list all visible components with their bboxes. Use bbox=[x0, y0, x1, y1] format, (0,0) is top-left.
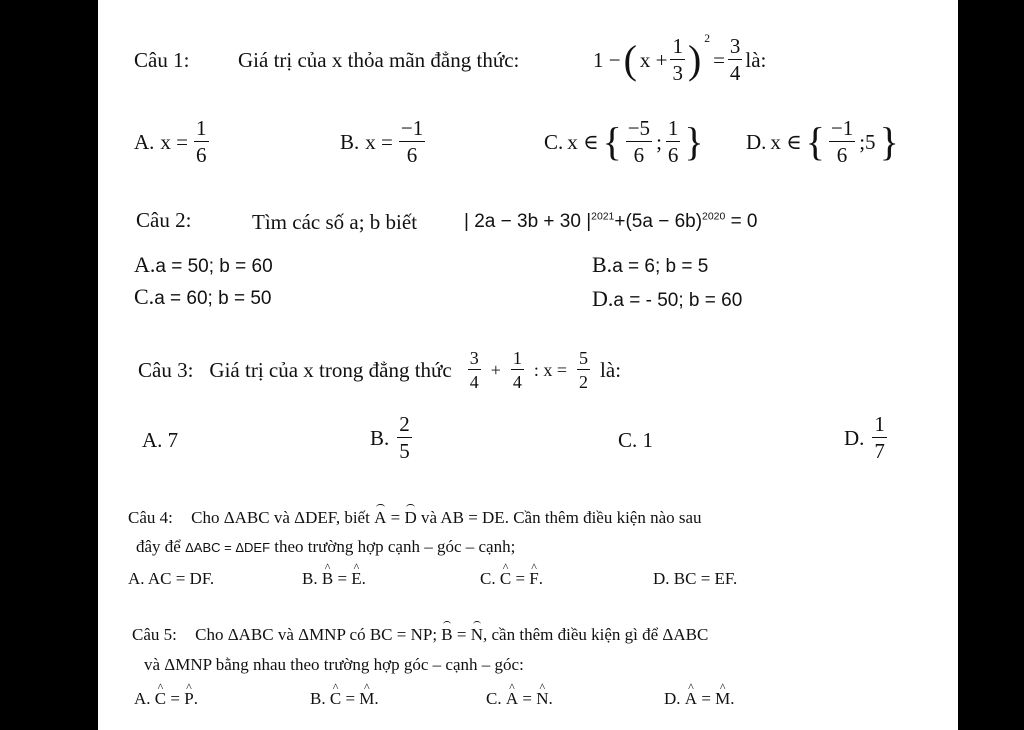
q4-line-2: đây để ΔABC = ΔDEF theo trường hợp cạnh – góc – cạnh; bbox=[136, 537, 516, 556]
q2-option-c: C.a = 60; b = 50 bbox=[134, 284, 272, 309]
q5-option-b: B. ^ C = ^ M. bbox=[310, 690, 379, 707]
q1-close-paren: ) bbox=[687, 37, 702, 83]
q1-stem: Giá trị của x thỏa mãn đẳng thức: bbox=[238, 48, 520, 72]
q2-option-d: D.a = - 50; b = 60 bbox=[592, 286, 743, 311]
q4-label: Câu 4: bbox=[128, 508, 173, 527]
q1-frac-1-3: $\frac{1}{3}$ bbox=[672, 34, 683, 85]
q3-option-d: D. $\frac{1}{7}$ bbox=[844, 412, 885, 463]
q4-option-c: C. ^ C = ^ F. bbox=[480, 570, 543, 587]
q4-line-1: Câu 4: Cho ΔABC và ΔDEF, biết A = D và AB = DE. Cần thêm điều kiện nào sau bbox=[128, 508, 702, 527]
q5-option-c: C. ^ A = ^ N. bbox=[486, 690, 553, 707]
q5-angle-n: N bbox=[470, 625, 484, 644]
q5-angle-b: B bbox=[441, 625, 453, 644]
q3-label: Câu 3: bbox=[138, 357, 194, 382]
q2-stem: Tìm các số a; b biết bbox=[252, 210, 418, 234]
q3-stem-line: Câu 3: Giá trị của x trong đẳng thức $\frac{3}{4}$ + $\frac{1}{4}$ : x = $\frac{5}{2}$ là: bbox=[138, 348, 622, 392]
q1-option-b: B. x = $\frac{-1}{6}$ bbox=[340, 116, 424, 167]
q1-tail: là: bbox=[745, 47, 767, 72]
q2-expression: | 2a − 3b + 30 $|^{2021}+(5a - 6b)^{2020} = 0$ bbox=[464, 211, 758, 232]
q4-angle-d: D bbox=[404, 508, 417, 527]
document-page bbox=[98, 0, 958, 730]
q5-option-a: A. ^ C = ^ P. bbox=[134, 690, 198, 707]
q1-option-d: D. x ∈ { $\frac{-1}{6}$ ;5 } bbox=[746, 116, 899, 167]
q2-option-b: B.a = 6; b = 5 bbox=[592, 252, 709, 277]
q1-option-c: C. x ∈ { $\frac{-5}{6}$ ; $\frac{1}{6}$ } bbox=[544, 116, 704, 167]
q4-option-b: B. ^ B = ^ E. bbox=[302, 570, 366, 587]
q1-option-a: A. x = $\frac{1}{6}$ bbox=[134, 116, 207, 167]
q1-eq-x: x + bbox=[639, 47, 668, 72]
q1-frac-3-4: $\frac{3}{4}$ bbox=[729, 34, 741, 85]
q1-label: Câu 1: bbox=[134, 48, 190, 72]
q2-option-a: A.a = 50; b = 60 bbox=[134, 252, 273, 277]
q5-line-2: và ΔMNP bằng nhau theo trường hợp góc – cạnh – góc: bbox=[144, 655, 524, 674]
q5-label: Câu 5: bbox=[132, 625, 177, 644]
q1-open-paren: ( bbox=[623, 37, 637, 83]
q3-option-b: B. $\frac{2}{5}$ bbox=[370, 412, 410, 463]
q2-label: Câu 2: bbox=[136, 208, 192, 232]
q3-option-c: C. 1 bbox=[618, 428, 654, 452]
q1-equals: = bbox=[713, 47, 725, 72]
q1-exponent: 2 bbox=[704, 33, 711, 45]
q5-option-d: D. ^ A = ^ M. bbox=[664, 690, 735, 707]
q5-line-1: Câu 5: Cho ΔABC và ΔMNP có BC = NP; B = N, cần thêm điều kiện gì để ΔABC bbox=[132, 625, 709, 644]
q3-stem: Giá trị của x trong đẳng thức bbox=[209, 357, 452, 382]
q4-option-a: A. AC = DF. bbox=[128, 569, 215, 588]
q1-eq-one: 1 − bbox=[593, 47, 621, 72]
q1-equation bbox=[593, 30, 766, 90]
q4-option-d: D. BC = EF. bbox=[653, 569, 738, 588]
q4-angle-a: A bbox=[374, 508, 387, 527]
q3-option-a: A. 7 bbox=[142, 428, 179, 452]
